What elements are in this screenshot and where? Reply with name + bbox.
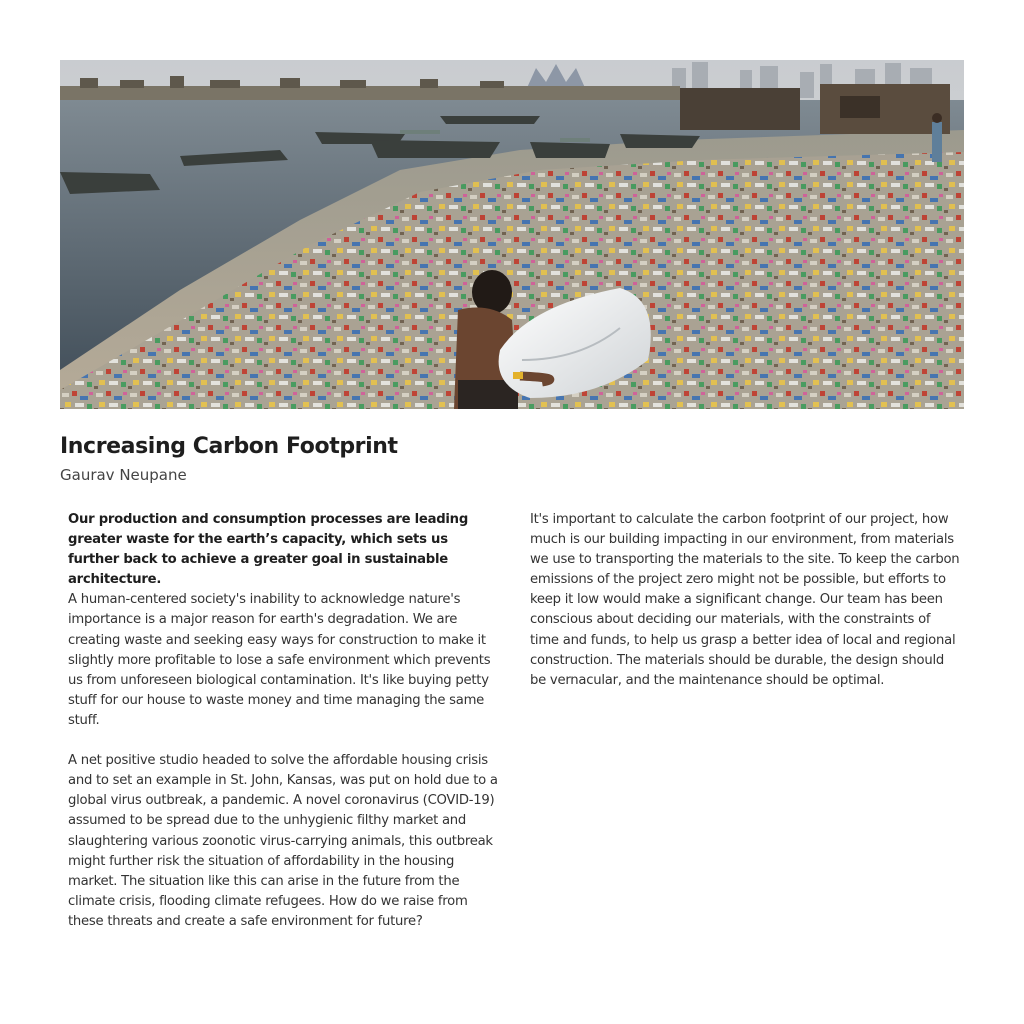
article-paragraph: A net positive studio headed to solve the affordable housing crisis and to set an example in St. John, Kansas, was put on hold due to a global virus outbreak, a pandemic. A novel coronavirus (COVID-19) assumed to be spread due to the unhygienic filthy market and slaughtering various zoonotic virus-carrying animals, this outbreak might further risk the situation of affordability in the housing market. The situation like this can arise in the future from the climate crisis, flooding climate refugees. How do we raise from these threats and create a safe environment for future? — [68, 753, 498, 929]
article-paragraph: A human-centered society's inability to acknowledge nature's importance is a major reason for earth's degradation. We are creating waste and seeking easy ways for construction to make it slightly more profitable to lose a safe environment which prevents us from unforeseen biological contamination. It's like buying petty stuff for our house to waste money and time managing the same stuff. — [68, 592, 491, 728]
paragraph-gap — [68, 731, 498, 751]
article-column-right — [530, 510, 960, 691]
article-paragraph: It's important to calculate the carbon footprint of our project, how much is our building impacting in our environment, from materials we use to transporting the materials to the site. To keep the carbon emissions of the project zero might not be possible, but efforts to keep it low would make a significant change. Our team has been conscious about deciding our materials, with the constraints of time and funds, to help us grasp a better idea of local and regional construction. The materials should be durable, the design should be vernacular, and the maintenance should be optimal. — [530, 512, 960, 688]
article-title: Increasing Carbon Footprint — [60, 434, 398, 459]
article-column-left — [68, 510, 498, 932]
article-photo — [60, 60, 964, 409]
article-author: Gaurav Neupane — [60, 466, 187, 484]
article-lead: Our production and consumption processes are leading greater waste for the earth’s capacity, which sets us further back to achieve a greater goal in sustainable architecture. — [68, 512, 469, 588]
